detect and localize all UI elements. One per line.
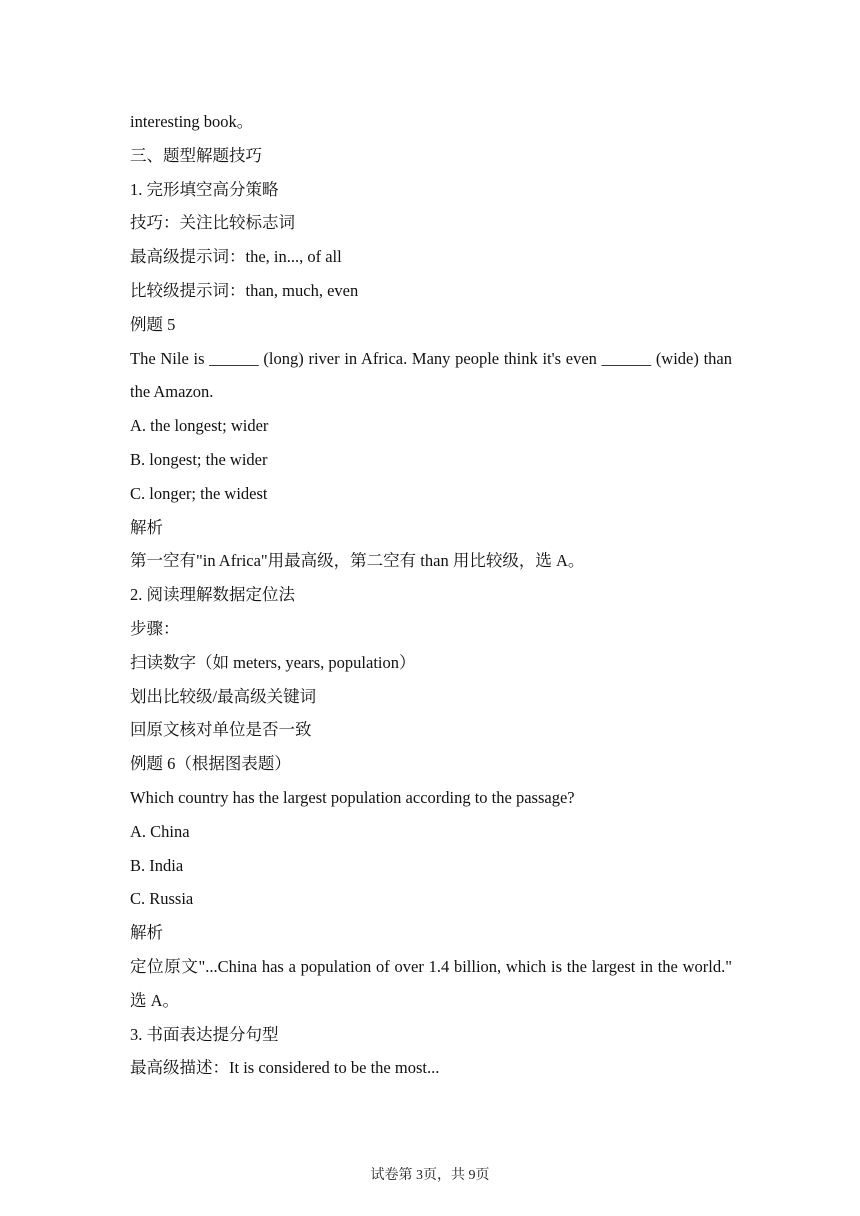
analysis-label: 解析 [130,517,163,537]
text-line: 回原文核对单位是否一致 [130,720,312,740]
question-text: Which country has the largest population according to the passage? [130,787,575,807]
text-line: 划出比较级/最高级关键词 [130,686,317,706]
text-line: 最高级提示词：the, in..., of all [130,247,342,267]
text-line: 扫读数字（如 meters, years, population） [130,652,416,672]
subsection-heading: 1. 完形填空高分策略 [130,179,279,199]
text-line: 技巧：关注比较标志词 [130,213,295,233]
analysis-text: 第一空有"in Africa"用最高级，第二空有 than 用比较级，选 A。 [130,551,585,571]
analysis-label: 解析 [130,923,163,943]
subsection-heading: 3. 书面表达提分句型 [130,1024,279,1044]
example-label: 例题 6（根据图表题） [130,754,291,774]
option-b: B. India [130,855,184,875]
section-heading: 三、题型解题技巧 [130,145,262,165]
option-a: A. China [130,821,190,841]
option-c: C. longer; the widest [130,483,268,503]
page-footer: 试卷第 3页，共 9页 [370,1168,490,1183]
option-b: B. longest; the wider [130,449,268,469]
option-c: C. Russia [130,889,194,909]
subsection-heading: 2. 阅读理解数据定位法 [130,585,295,605]
analysis-text: 定位原文"...China has a population of over 1.4 billion, which is the largest in the world." 选 A。 [130,956,732,1010]
example-label: 例题 5 [130,314,176,334]
text-line: interesting book。 [130,112,254,131]
question-text: The Nile is ______ (long) river in Africa. Many people think it's even ______ (wide) than the Amazon. [130,348,732,402]
text-line: 步骤： [130,618,180,638]
text-line: 最高级描述：It is considered to be the most... [130,1058,440,1078]
text-line: 比较级提示词：than, much, even [130,280,359,300]
option-a: A. the longest; wider [130,416,269,436]
page-content [130,105,732,1085]
